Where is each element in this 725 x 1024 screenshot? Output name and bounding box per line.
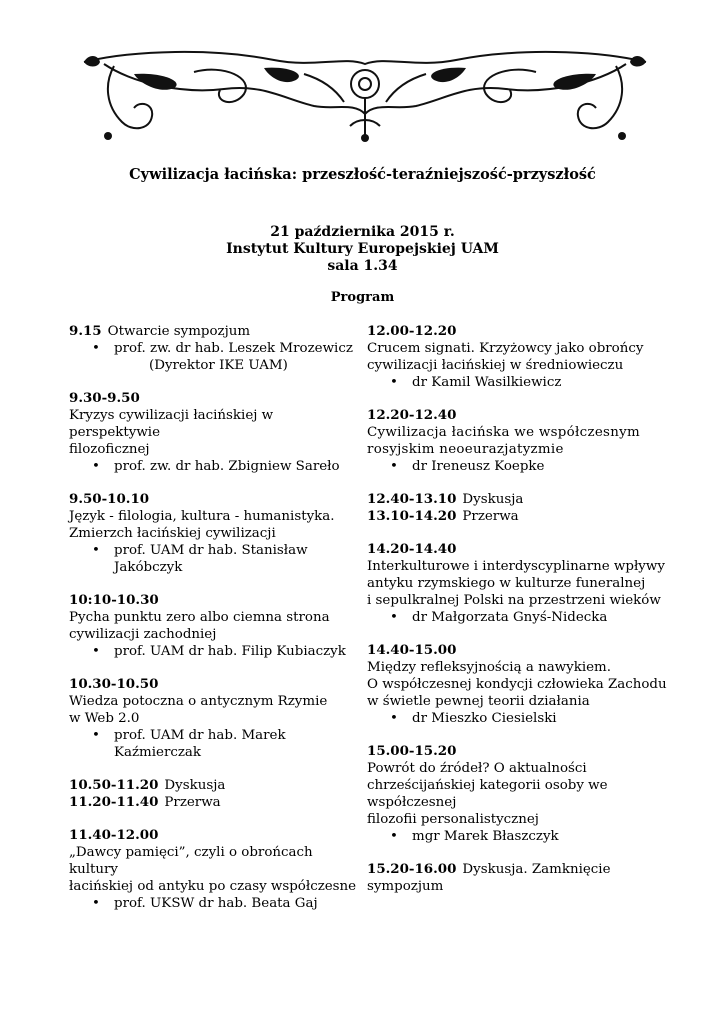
session-title-line: Crucem signati. Krzyżowcy jako obrońcy	[367, 341, 644, 356]
session-title-line: Cywilizacja łacińska we współczesnym	[367, 425, 640, 440]
session-time: 11.40-12.00	[69, 827, 159, 843]
bullet-icon: •	[390, 829, 398, 844]
session-time: 15.00-15.20	[367, 743, 457, 759]
session-time: 11.20-11.40	[69, 794, 159, 810]
session-speaker: • dr Ireneusz Koepke	[390, 459, 545, 474]
bullet-icon: •	[92, 543, 100, 558]
bullet-icon: •	[390, 711, 398, 726]
session-speaker: • prof. UAM dr hab. Marek Kaźmierczak	[92, 728, 286, 760]
program-session	[367, 323, 667, 391]
session-time: 15.20-16.00	[367, 861, 457, 877]
session-time: 10.50-11.20	[69, 777, 159, 793]
session-speaker: • dr Małgorzata Gnyś-Nidecka	[390, 610, 608, 625]
bullet-icon: •	[92, 644, 100, 659]
session-title: Otwarcie sympozjum	[107, 324, 251, 339]
session-title-line: „Dawcy pamięci”, czyli o obrońcach kultury	[69, 845, 313, 877]
event-info	[0, 224, 725, 275]
session-speaker: • mgr Marek Błaszczyk	[390, 829, 559, 844]
session-time: 14.40-15.00	[367, 642, 457, 658]
session-speaker: • dr Mieszko Ciesielski	[390, 711, 557, 726]
session-title-line: Zmierzch łacińskiej cywilizacji	[69, 526, 276, 541]
session-time: 14.20-14.40	[367, 541, 457, 557]
session-title: Dyskusja	[462, 492, 524, 507]
bullet-icon: •	[92, 896, 100, 911]
program-left-column	[69, 323, 359, 928]
session-title-line: Kryzys cywilizacji łacińskiej w perspektywie	[69, 408, 274, 440]
program-session	[367, 491, 667, 508]
session-time: 13.10-14.20	[367, 508, 457, 524]
session-title-line: chrześcijańskiej kategorii osoby we współczesnej	[367, 778, 608, 810]
session-title-line: cywilizacji zachodniej	[69, 627, 217, 642]
session-time: 12.20-12.40	[367, 407, 457, 423]
program-session	[367, 541, 667, 626]
session-title-line: Interkulturowe i interdyscyplinarne wpływy	[367, 559, 665, 574]
program-session	[69, 777, 359, 794]
session-title: Dyskusja. Zamknięcie sympozjum	[367, 862, 611, 894]
speaker-affiliation: (Dyrektor IKE UAM)	[149, 358, 288, 373]
program-session	[69, 390, 359, 475]
program-right-column	[367, 323, 667, 911]
session-time: 9.15	[69, 323, 102, 339]
session-speaker: • prof. zw. dr hab. Zbigniew Sareło	[92, 459, 340, 474]
program-session	[69, 794, 359, 811]
session-title-line: antyku rzymskiego w kulturze funeralnej	[367, 576, 646, 591]
program-session	[367, 743, 667, 845]
session-title: Dyskusja	[164, 778, 226, 793]
program-heading: Program	[330, 290, 395, 305]
session-title-line: filozofii personalistycznej	[367, 812, 539, 827]
event-room: sala 1.34	[327, 258, 398, 274]
bullet-icon: •	[92, 341, 100, 356]
session-title-line: Pycha punktu zero albo ciemna strona	[69, 610, 330, 625]
program-session	[367, 642, 667, 727]
bullet-icon: •	[390, 459, 398, 474]
program-session	[69, 827, 359, 912]
session-time: 9.50-10.10	[69, 491, 150, 507]
session-title-line: w Web 2.0	[69, 711, 140, 726]
event-date: 21 października 2015 r.	[270, 224, 455, 240]
session-title: Przerwa	[164, 795, 221, 810]
session-time: 12.00-12.20	[367, 323, 457, 339]
session-title-line: Język - filologia, kultura - humanistyka.	[69, 509, 335, 524]
program-session	[69, 323, 359, 374]
session-title: Przerwa	[462, 509, 519, 524]
session-title-line: filozoficznej	[69, 442, 150, 457]
bullet-icon: •	[92, 728, 100, 743]
bullet-icon: •	[390, 375, 398, 390]
session-speaker: • dr Kamil Wasilkiewicz	[390, 375, 562, 390]
program-session	[69, 676, 359, 761]
session-title-line: rosyjskim neoeurazjatyzmie	[367, 442, 564, 457]
session-time: 9.30-9.50	[69, 390, 140, 406]
session-title-line: Powrót do źródeł? O aktualności	[367, 761, 587, 776]
session-speaker: • prof. zw. dr hab. Leszek Mrozewicz	[92, 341, 353, 356]
program-session	[367, 407, 667, 475]
bullet-icon: •	[390, 610, 398, 625]
session-speaker: • prof. UAM dr hab. Stanisław Jakóbczyk	[92, 543, 308, 575]
session-speaker: • prof. UAM dr hab. Filip Kubiaczyk	[92, 644, 346, 659]
session-speaker: • prof. UKSW dr hab. Beata Gaj	[92, 896, 318, 911]
program-session	[367, 861, 667, 895]
session-title-line: łacińskiej od antyku po czasy współczesne	[69, 879, 357, 894]
session-time: 10:10-10.30	[69, 592, 159, 608]
document-title: Cywilizacja łacińska: przeszłość-teraźniejszość-przyszłość	[129, 166, 596, 183]
program-session	[69, 592, 359, 660]
bullet-icon: •	[92, 459, 100, 474]
session-title-line: O współczesnej kondycji człowieka Zachodu	[367, 677, 667, 692]
session-title-line: Między refleksyjnością a nawykiem.	[367, 660, 611, 675]
session-title-line: i sepulkralnej Polski na przestrzeni wieków	[367, 593, 661, 608]
session-title-line: cywilizacji łacińskiej w średniowieczu	[367, 358, 624, 373]
event-venue: Instytut Kultury Europejskiej UAM	[226, 241, 499, 257]
session-title-line: w świetle pewnej teorii działania	[367, 694, 590, 709]
program-session	[367, 508, 667, 525]
ornament-scroll-icon	[74, 44, 656, 144]
program-session	[69, 491, 359, 576]
session-title-line: Wiedza potoczna o antycznym Rzymie	[69, 694, 328, 709]
session-time: 12.40-13.10	[367, 491, 457, 507]
session-time: 10.30-10.50	[69, 676, 159, 692]
